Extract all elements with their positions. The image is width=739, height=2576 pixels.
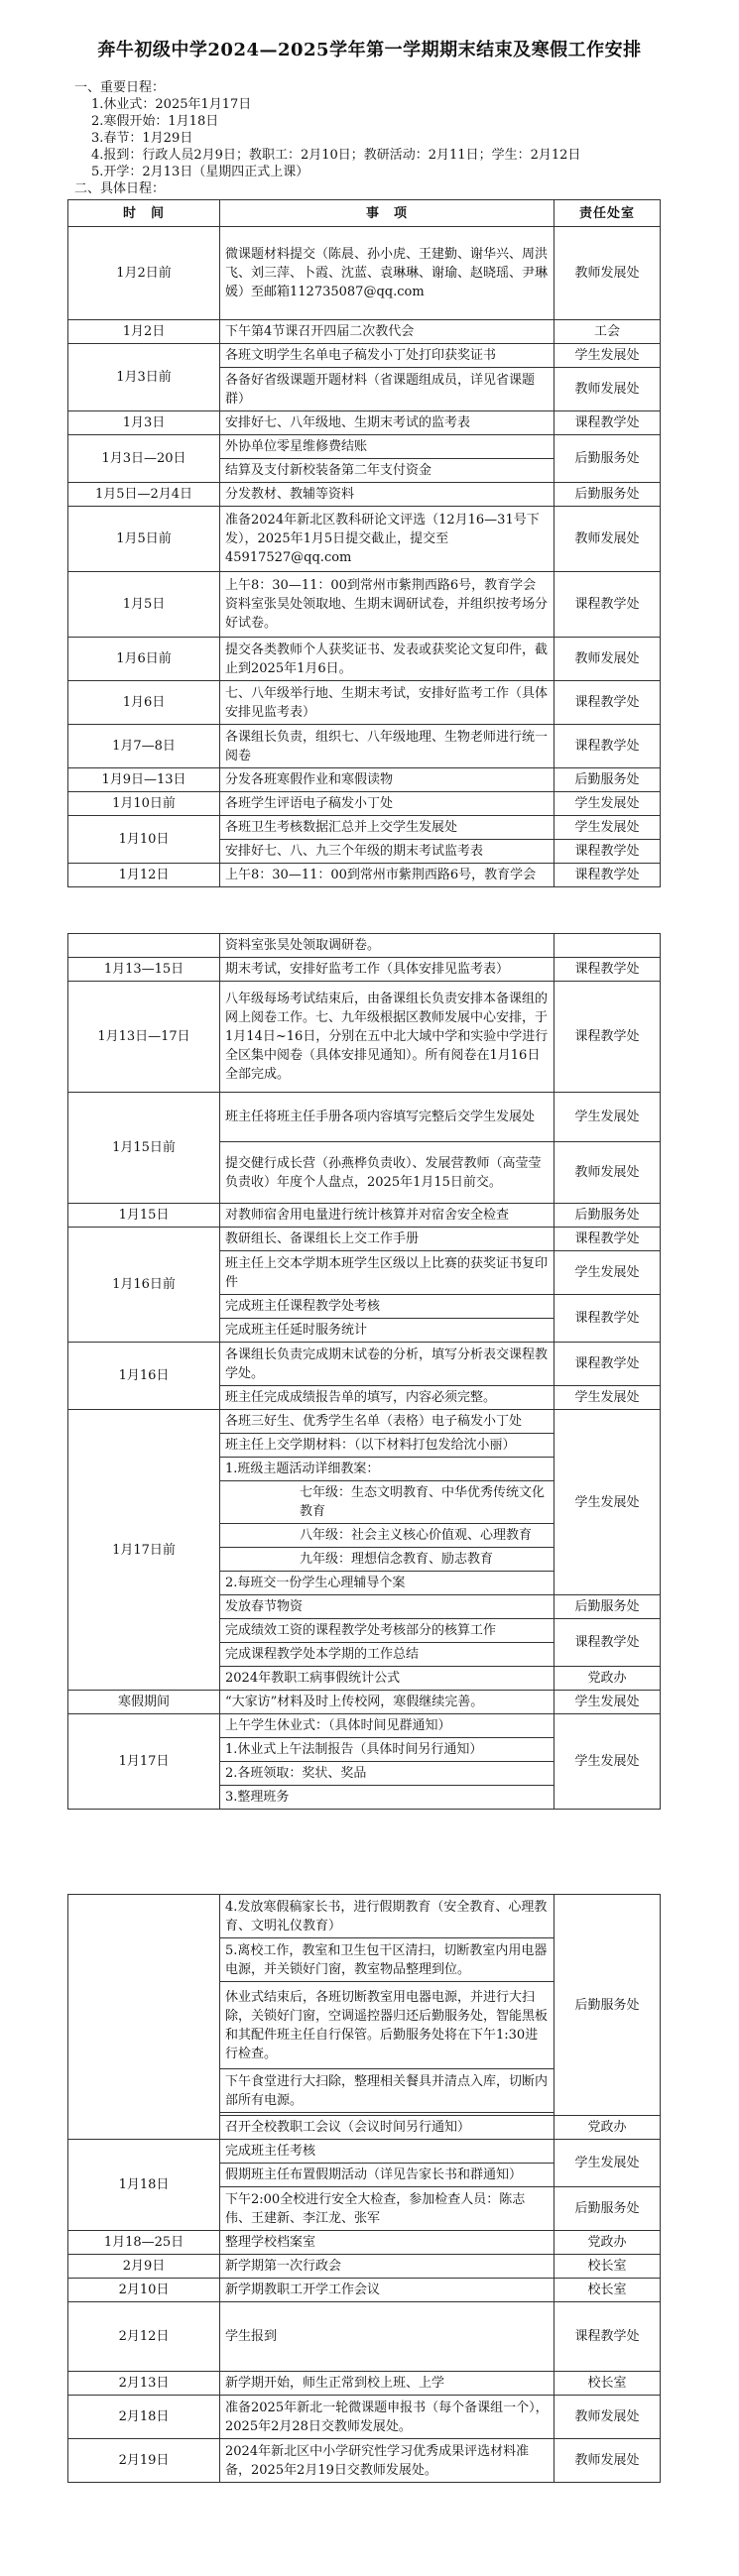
item-cell: 七、八年级举行地、生期末考试，安排好监考工作（具体安排见监考表） bbox=[220, 681, 554, 725]
schedule-table-part-1 bbox=[67, 199, 661, 887]
item-cell: 新学期开始，师生正常到校上班、上学 bbox=[220, 2372, 554, 2396]
dept-cell: 学生发展处 bbox=[554, 1093, 661, 1142]
dept-cell: 课程教学处 bbox=[554, 1228, 661, 1251]
item-cell: 各班三好生、优秀学生名单（表格）电子稿发小丁处 bbox=[220, 1410, 554, 1434]
date-cell: 2月13日 bbox=[68, 2372, 220, 2396]
date-cell: 1月9日—13日 bbox=[68, 768, 220, 792]
table-row bbox=[68, 958, 661, 982]
item-cell: 各备好省级课题开题材料（省课题组成员，详见省课题群） bbox=[220, 368, 554, 411]
item-cell: 班主任上交学期材料：（以下材料打包发给沈小丽） bbox=[220, 1434, 554, 1458]
date-cell: 1月10日前 bbox=[68, 792, 220, 816]
item-cell: 2.各班领取：奖状、奖品 bbox=[220, 1762, 554, 1786]
table-row bbox=[68, 227, 661, 320]
table-row bbox=[68, 864, 661, 887]
item-cell: 外协单位零星维修费结账 bbox=[220, 435, 554, 459]
item-cell: 教研组长、备课组长上交工作手册 bbox=[220, 1228, 554, 1251]
item-cell: 提交健行成长营（孙燕桦负责收）、发展营教师（高莹莹负责收）年度个人盘点，2025年1月15日前交。 bbox=[220, 1142, 554, 1204]
item-cell: “大家访”材料及时上传校网，寒假继续完善。 bbox=[220, 1691, 554, 1714]
schedule-item: 2.寒假开始：1月18日 bbox=[91, 114, 219, 129]
table-row bbox=[68, 725, 661, 768]
item-cell: 各班卫生考核数据汇总并上交学生发展处 bbox=[220, 816, 554, 840]
item-cell: 分发教材、教辅等资料 bbox=[220, 483, 554, 507]
table-row bbox=[68, 2279, 661, 2302]
date-cell: 1月13日—17日 bbox=[68, 982, 220, 1093]
table-row bbox=[68, 792, 661, 816]
dept-cell: 教师发展处 bbox=[554, 227, 661, 320]
item-cell: 1.班级主题活动详细教案： bbox=[220, 1458, 554, 1481]
table-row bbox=[68, 2372, 661, 2396]
item-cell: 下午2:00全校进行安全大检查，参加检查人员：陈志伟、王建新、李江龙、张军 bbox=[220, 2187, 554, 2231]
dept-cell: 教师发展处 bbox=[554, 2396, 661, 2439]
item-cell: 下午第4节课召开四届二次教代会 bbox=[220, 320, 554, 344]
item-cell: 2024年新北区中小学研究性学习优秀成果评选材料准备，2025年2月19日交教师发展处。 bbox=[220, 2439, 554, 2483]
dept-cell: 后勤服务处 bbox=[554, 1204, 661, 1228]
dept-cell: 课程教学处 bbox=[554, 411, 661, 435]
table-row bbox=[68, 1714, 661, 1738]
dept-cell: 课程教学处 bbox=[554, 1619, 661, 1667]
dept-cell: 课程教学处 bbox=[554, 681, 661, 725]
dept-cell: 后勤服务处 bbox=[554, 768, 661, 792]
item-cell: 安排好七、八、九三个年级的期末考试监考表 bbox=[220, 840, 554, 864]
item-cell: 完成课程教学处本学期的工作总结 bbox=[220, 1643, 554, 1667]
item-cell: 休业式结束后，各班切断教室用电器电源，并进行大扫除，关锁好门窗，空调遥控器归还后勤服务处，智能黑板和其配件班主任自行保管。后勤服务处将在下午1:30进行检查。 bbox=[220, 1982, 554, 2069]
date-cell: 2月12日 bbox=[68, 2302, 220, 2372]
item-cell: 班主任上交本学期本班学生区级以上比赛的获奖证书复印件 bbox=[220, 1251, 554, 1295]
date-cell: 1月6日 bbox=[68, 681, 220, 725]
item-cell: 2024年教职工病事假统计公式 bbox=[220, 1667, 554, 1691]
table-row bbox=[68, 2396, 661, 2439]
table-row bbox=[68, 572, 661, 638]
item-cell: 提交各类教师个人获奖证书、发表或获奖论文复印件，截止到2025年1月6日。 bbox=[220, 638, 554, 681]
dept-cell: 学生发展处 bbox=[554, 2140, 661, 2187]
date-cell: 1月18日 bbox=[68, 2140, 220, 2231]
item-cell: 完成班主任考核 bbox=[220, 2140, 554, 2164]
date-cell: 2月10日 bbox=[68, 2279, 220, 2302]
dept-cell: 教师发展处 bbox=[554, 638, 661, 681]
dept-cell: 后勤服务处 bbox=[554, 435, 661, 483]
date-cell bbox=[68, 1895, 220, 2140]
dept-cell: 学生发展处 bbox=[554, 1691, 661, 1714]
date-cell: 1月16日 bbox=[68, 1343, 220, 1410]
item-cell: 上午8：30—11：00到常州市紫荆西路6号，教育学会 bbox=[220, 864, 554, 887]
item-cell: 各课组长负责，组织七、八年级地理、生物老师进行统一阅卷 bbox=[220, 725, 554, 768]
dept-cell: 学生发展处 bbox=[554, 1714, 661, 1810]
item-cell: 发放春节物资 bbox=[220, 1595, 554, 1619]
dept-cell: 教师发展处 bbox=[554, 507, 661, 572]
dept-cell: 学生发展处 bbox=[554, 1251, 661, 1295]
table-row bbox=[68, 982, 661, 1093]
dept-cell: 课程教学处 bbox=[554, 840, 661, 864]
table-row bbox=[68, 435, 661, 459]
table-row bbox=[68, 1691, 661, 1714]
schedule-table-part-3 bbox=[67, 1894, 661, 2483]
table-row bbox=[68, 507, 661, 572]
dept-cell: 后勤服务处 bbox=[554, 1895, 661, 2116]
header-item: 事 项 bbox=[220, 200, 554, 227]
item-cell: 上午8：30—11：00到常州市紫荆西路6号，教育学会资料室张昊处领取地、生期末调研试卷，并组织按考场分好试卷。 bbox=[220, 572, 554, 638]
item-cell: 假期班主任布置假期活动（详见告家长书和群通知） bbox=[220, 2164, 554, 2187]
section-2-heading: 二、具体日程： bbox=[74, 181, 166, 196]
item-cell: 八年级每场考试结束后，由备课组长负责安排本备课组的网上阅卷工作。七、九年级根据区教师发展中心安排，于1月14日~16日，分别在五中北大域中学和实验中学进行全区集中阅卷（具体安排见通知）。所有阅卷在1月16日全部完成。 bbox=[220, 982, 554, 1093]
table-row bbox=[68, 1895, 661, 1938]
item-cell: 新学期教职工开学工作会议 bbox=[220, 2279, 554, 2302]
item-cell: 下午食堂进行大扫除，整理相关餐具并清点入库，切断内部所有电源。 bbox=[220, 2069, 554, 2113]
dept-cell: 党政办 bbox=[554, 2231, 661, 2255]
schedule-table-part-2 bbox=[67, 933, 661, 1810]
dept-cell: 学生发展处 bbox=[554, 1386, 661, 1410]
dept-cell: 后勤服务处 bbox=[554, 483, 661, 507]
dept-cell: 学生发展处 bbox=[554, 792, 661, 816]
date-cell: 2月18日 bbox=[68, 2396, 220, 2439]
dept-cell: 教师发展处 bbox=[554, 1142, 661, 1204]
date-cell: 1月2日 bbox=[68, 320, 220, 344]
schedule-item: 3.春节：1月29日 bbox=[91, 131, 193, 146]
table-row bbox=[68, 411, 661, 435]
table-row bbox=[68, 1204, 661, 1228]
date-cell: 1月12日 bbox=[68, 864, 220, 887]
date-cell: 1月3日 bbox=[68, 411, 220, 435]
date-cell: 寒假期间 bbox=[68, 1691, 220, 1714]
dept-cell: 教师发展处 bbox=[554, 2439, 661, 2483]
dept-cell: 学生发展处 bbox=[554, 816, 661, 840]
date-cell: 1月18—25日 bbox=[68, 2231, 220, 2255]
dept-cell: 校长室 bbox=[554, 2255, 661, 2279]
section-1-heading: 一、重要日程： bbox=[74, 80, 166, 95]
item-cell: 5.离校工作，教室和卫生包干区清扫，切断教室内用电器电源，并关锁好门窗，教室物品整理到位。 bbox=[220, 1938, 554, 1982]
item-cell: 八年级：社会主义核心价值观、心理教育 bbox=[220, 1524, 554, 1548]
table-row bbox=[68, 320, 661, 344]
dept-cell: 课程教学处 bbox=[554, 572, 661, 638]
table-row bbox=[68, 934, 661, 958]
dept-cell: 校长室 bbox=[554, 2279, 661, 2302]
table-row bbox=[68, 638, 661, 681]
header-dept: 责任处室 bbox=[554, 200, 661, 227]
dept-cell: 课程教学处 bbox=[554, 2302, 661, 2372]
item-cell: 结算及支付新校装备第二年支付资金 bbox=[220, 459, 554, 483]
item-cell: 各班文明学生名单电子稿发小丁处打印获奖证书 bbox=[220, 344, 554, 368]
item-cell: 九年级：理想信念教育、励志教育 bbox=[220, 1548, 554, 1572]
date-cell: 1月10日 bbox=[68, 816, 220, 864]
item-cell: 班主任完成成绩报告单的填写，内容必须完整。 bbox=[220, 1386, 554, 1410]
item-cell: 各课组长负责完成期末试卷的分析，填写分析表交课程教学处。 bbox=[220, 1343, 554, 1386]
table-row bbox=[68, 816, 661, 840]
item-cell: 1.休业式上午法制报告（具体时间另行通知） bbox=[220, 1738, 554, 1762]
table-row bbox=[68, 2302, 661, 2372]
schedule-item: 1.休业式：2025年1月17日 bbox=[91, 97, 252, 112]
table-row bbox=[68, 2231, 661, 2255]
table-row bbox=[68, 344, 661, 368]
item-cell: 整理学校档案室 bbox=[220, 2231, 554, 2255]
date-cell: 2月19日 bbox=[68, 2439, 220, 2483]
item-cell: 完成绩效工资的课程教学处考核部分的核算工作 bbox=[220, 1619, 554, 1643]
table-row bbox=[68, 1228, 661, 1251]
table-row bbox=[68, 1343, 661, 1386]
item-cell: 准备2025年新北一轮微课题申报书（每个备课组一个），2025年2月28日交教师发展处。 bbox=[220, 2396, 554, 2439]
date-cell: 1月15日前 bbox=[68, 1093, 220, 1204]
dept-cell: 后勤服务处 bbox=[554, 1595, 661, 1619]
item-cell: 新学期第一次行政会 bbox=[220, 2255, 554, 2279]
date-cell: 2月9日 bbox=[68, 2255, 220, 2279]
date-cell: 1月15日 bbox=[68, 1204, 220, 1228]
dept-cell bbox=[554, 934, 661, 958]
dept-cell: 后勤服务处 bbox=[554, 2187, 661, 2231]
table-row bbox=[68, 483, 661, 507]
dept-cell: 教师发展处 bbox=[554, 368, 661, 411]
date-cell: 1月6日前 bbox=[68, 638, 220, 681]
date-cell: 1月17日 bbox=[68, 1714, 220, 1810]
item-cell: 七年级：生态文明教育、中华优秀传统文化教育 bbox=[220, 1481, 554, 1524]
date-cell: 1月17日前 bbox=[68, 1410, 220, 1691]
dept-cell: 课程教学处 bbox=[554, 864, 661, 887]
item-cell: 班主任将班主任手册各项内容填写完整后交学生发展处 bbox=[220, 1093, 554, 1142]
table-row bbox=[68, 768, 661, 792]
date-cell: 1月5日 bbox=[68, 572, 220, 638]
dept-cell: 党政办 bbox=[554, 1667, 661, 1691]
item-cell: 2.每班交一份学生心理辅导个案 bbox=[220, 1572, 554, 1595]
item-cell: 微课题材料提交（陈晨、孙小虎、王建勤、谢华兴、周洪飞、刘三萍、卜霞、沈蓝、袁琳琳、谢瑜、赵晓瑶、尹琳媛）至邮箱112735087@qq.com bbox=[220, 227, 554, 320]
item-cell: 完成班主任课程教学处考核 bbox=[220, 1295, 554, 1319]
header-time: 时 间 bbox=[68, 200, 220, 227]
item-cell: 3.整理班务 bbox=[220, 1786, 554, 1810]
date-cell bbox=[68, 934, 220, 958]
dept-cell: 课程教学处 bbox=[554, 958, 661, 982]
date-cell: 1月2日前 bbox=[68, 227, 220, 320]
dept-cell: 课程教学处 bbox=[554, 1295, 661, 1343]
item-cell: 准备2024年新北区教科研论文评选（12月16—31号下发），2025年1月5日提交截止，提交至45917527@qq.com bbox=[220, 507, 554, 572]
date-cell: 1月5日—2月4日 bbox=[68, 483, 220, 507]
dept-cell: 课程教学处 bbox=[554, 725, 661, 768]
table-header-row bbox=[68, 200, 661, 227]
dept-cell: 校长室 bbox=[554, 2372, 661, 2396]
table-row bbox=[68, 2439, 661, 2483]
item-cell: 分发各班寒假作业和寒假读物 bbox=[220, 768, 554, 792]
date-cell: 1月3日—20日 bbox=[68, 435, 220, 483]
date-cell: 1月3日前 bbox=[68, 344, 220, 411]
item-cell: 4.发放寒假稿家长书，进行假期教育（安全教育、心理教育、文明礼仪教育） bbox=[220, 1895, 554, 1938]
table-row bbox=[68, 681, 661, 725]
item-cell: 学生报到 bbox=[220, 2302, 554, 2372]
date-cell: 1月13—15日 bbox=[68, 958, 220, 982]
item-cell: 资料室张昊处领取调研卷。 bbox=[220, 934, 554, 958]
date-cell: 1月5日前 bbox=[68, 507, 220, 572]
item-cell: 期末考试，安排好监考工作（具体安排见监考表） bbox=[220, 958, 554, 982]
dept-cell: 课程教学处 bbox=[554, 982, 661, 1093]
table-row bbox=[68, 2255, 661, 2279]
schedule-item: 5.开学：2月13日（星期四正式上课） bbox=[91, 165, 309, 179]
table-row bbox=[68, 1093, 661, 1142]
dept-cell: 学生发展处 bbox=[554, 1410, 661, 1595]
item-cell: 对教师宿舍用电量进行统计核算并对宿舍安全检查 bbox=[220, 1204, 554, 1228]
table-row bbox=[68, 2140, 661, 2164]
date-cell: 1月16日前 bbox=[68, 1228, 220, 1343]
dept-cell: 党政办 bbox=[554, 2116, 661, 2140]
table-row bbox=[68, 1410, 661, 1434]
dept-cell: 学生发展处 bbox=[554, 344, 661, 368]
dept-cell: 工会 bbox=[554, 320, 661, 344]
item-cell: 安排好七、八年级地、生期末考试的监考表 bbox=[220, 411, 554, 435]
item-cell: 各班学生评语电子稿发小丁处 bbox=[220, 792, 554, 816]
dept-cell: 课程教学处 bbox=[554, 1343, 661, 1386]
date-cell: 1月7—8日 bbox=[68, 725, 220, 768]
schedule-item: 4.报到：行政人员2月9日；教职工：2月10日；教研活动：2月11日；学生：2月12日 bbox=[91, 148, 581, 163]
item-cell: 召开全校教职工会议（会议时间另行通知） bbox=[220, 2116, 554, 2140]
item-cell: 上午学生休业式：（具体时间见群通知） bbox=[220, 1714, 554, 1738]
item-cell: 完成班主任延时服务统计 bbox=[220, 1319, 554, 1343]
document-title: 奔牛初级中学2024—2025学年第一学期期末结束及寒假工作安排 bbox=[97, 40, 642, 60]
